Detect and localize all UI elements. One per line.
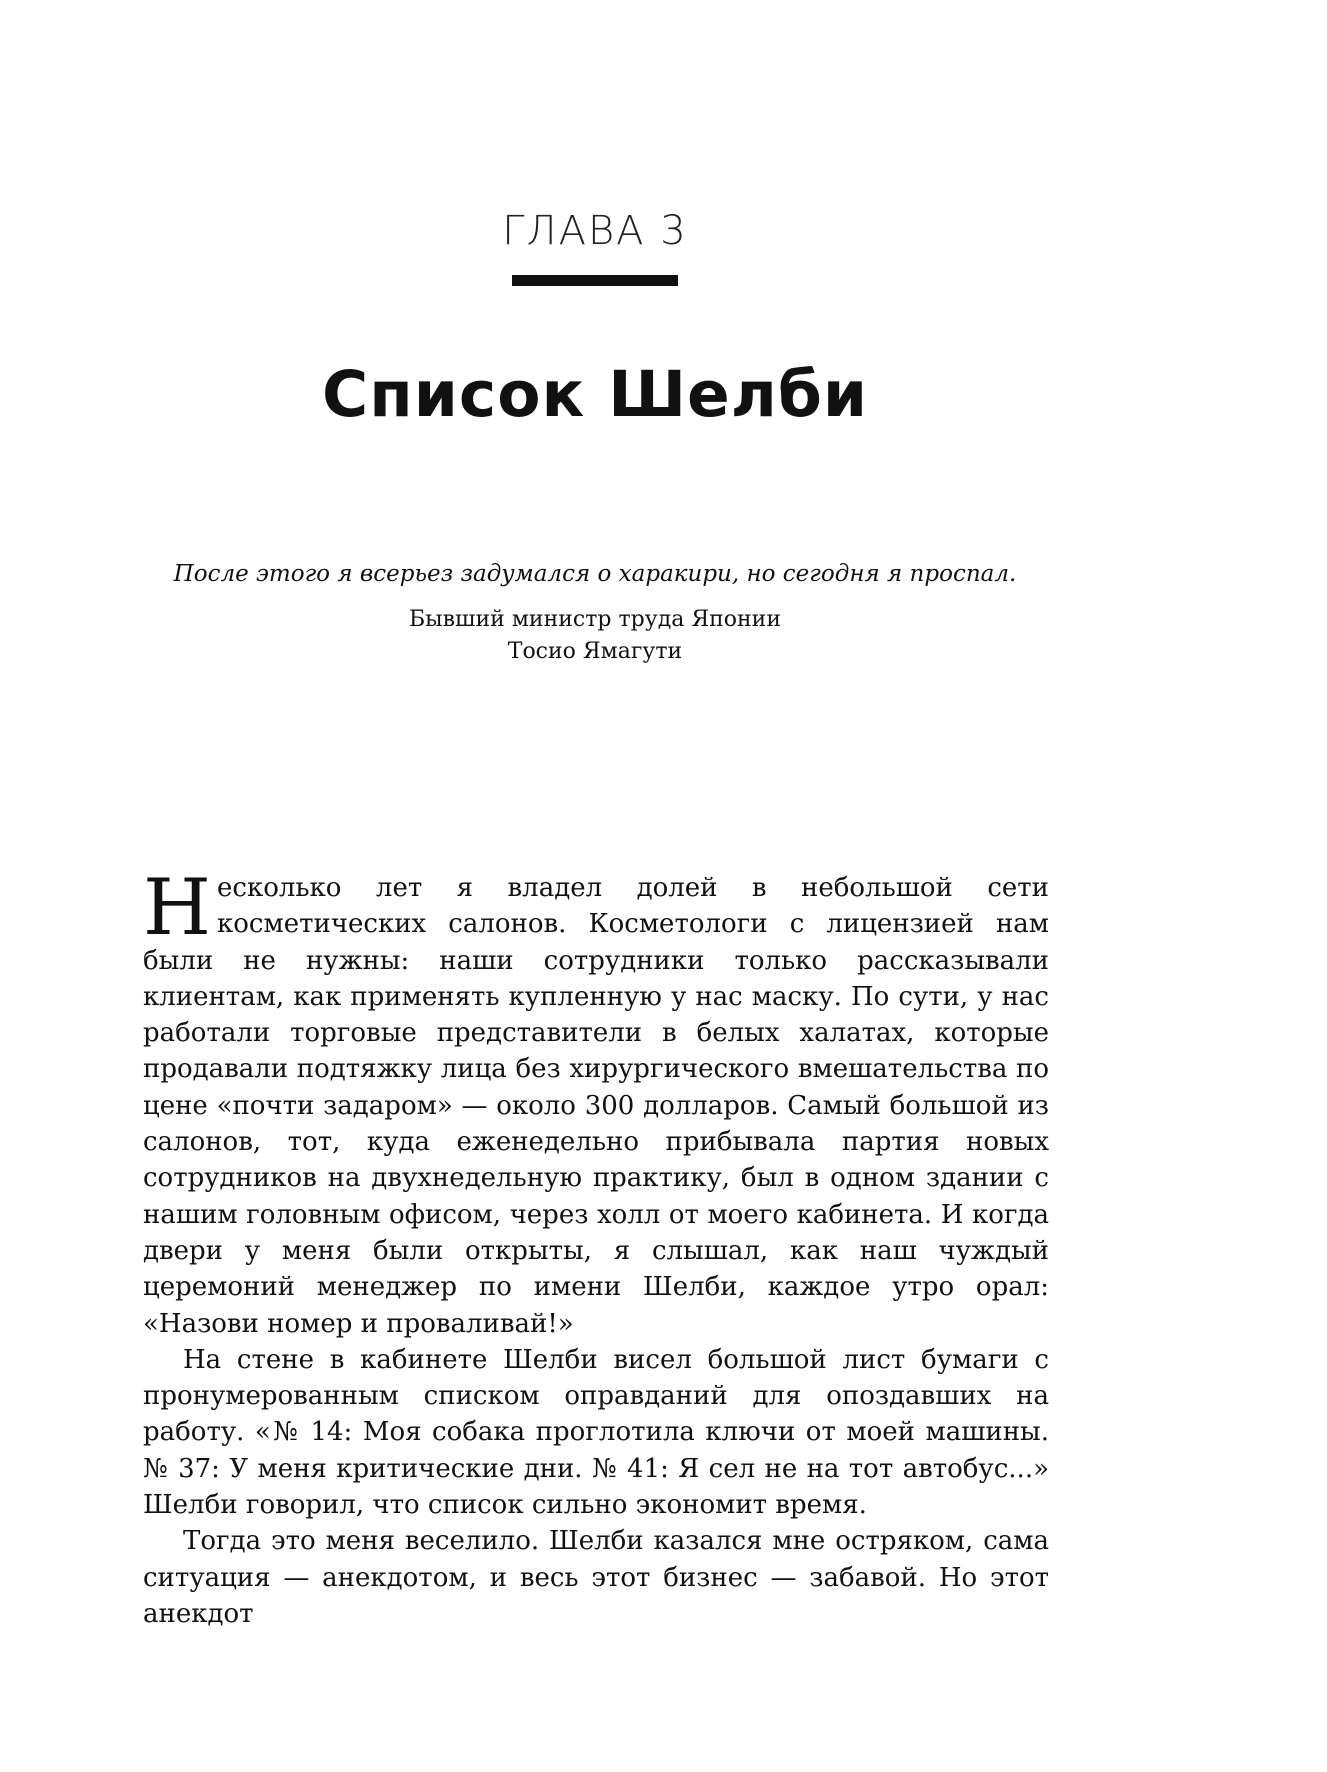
paragraph-2: На стене в кабинете Шелби висел большой лист бумаги с пронумерованным списком оправданий для опоздавших на работу. «№ 14: Моя собака проглотила ключи от моей машины. № 37: У меня критические дни. № 41: Я сел не на тот автобус...» Шелби говорил, что список сильно экономит время. — [143, 1344, 1049, 1521]
chapter-title: Список Шелби — [321, 358, 869, 431]
body-text — [143, 863, 1049, 1632]
paragraph-3: Тогда это меня веселило. Шелби казался мне остряком, сама ситуация — анекдотом, и весь этот бизнес — забавой. Но этот анекдот — [143, 1526, 1049, 1629]
epigraph-attribution-line-2: Тосио Ямагути — [507, 639, 683, 664]
epigraph-attribution-line-1: Бывший министр труда Японии — [408, 607, 782, 632]
paragraph-1 — [143, 863, 1049, 1342]
drop-cap: Н — [143, 863, 212, 953]
paragraph-1-text: есколько лет я владел долей в небольшой сети косметических салонов. Косметологи с лицензией нам были не нужны: наши сотрудники только рассказывали клиентам, как применять купленную у нас маску. По сути, у нас работали торговые представители в белых халатах, которые продавали подтяжку лица без хирургического вмешательства по цене «почти задаром» — около 300 долларов. Самый большой из салонов, тот, куда еженедельно прибывала партия новых сотрудников на двухнедельную практику, был в одном здании с нашим головным офисом, через холл от моего кабинета. И когда двери у меня были открыты, я слышал, как наш чуждый церемоний менеджер по имени Шелби, каждое утро орал: «Назови номер и проваливай!» — [143, 873, 1049, 1339]
chapter-label: ГЛАВА 3 — [502, 208, 688, 254]
chapter-rule — [512, 275, 678, 286]
epigraph — [0, 558, 1190, 668]
epigraph-quote: После этого я всерьез задумался о харакири, но сегодня я проспал. — [173, 561, 1017, 587]
